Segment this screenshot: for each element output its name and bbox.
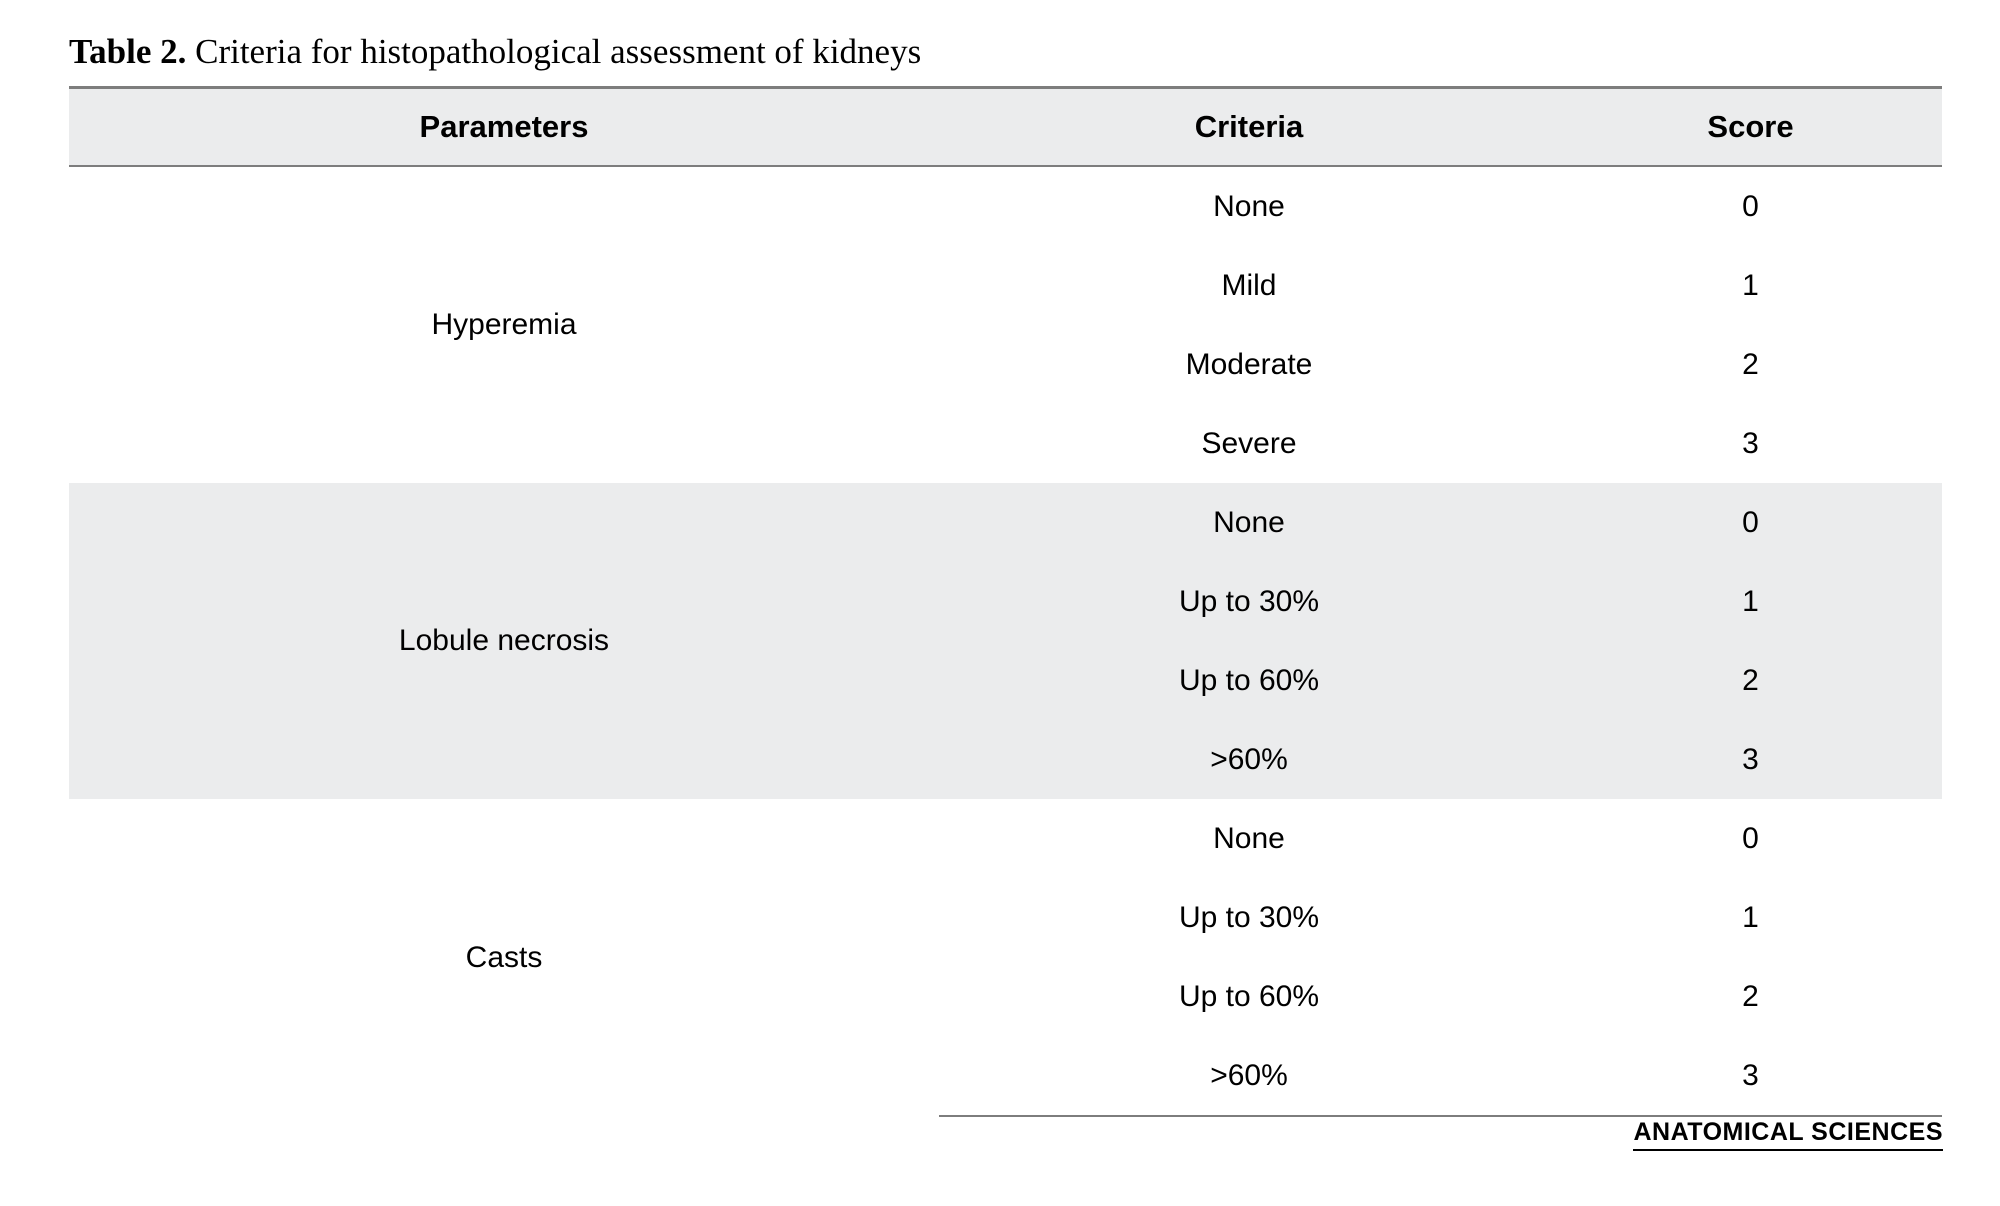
criteria-table <box>69 86 1942 1117</box>
criteria-cell: Up to 60% <box>1178 979 1320 1013</box>
table-header-row <box>69 88 1942 167</box>
parameter-cell: Hyperemia <box>431 308 577 341</box>
score-cell: 1 <box>1742 900 1759 934</box>
table-label: Table 2. <box>69 32 187 71</box>
score-cell: 3 <box>1742 426 1759 460</box>
criteria-cell: None <box>939 483 1559 562</box>
score-cell: 1 <box>1559 562 1942 641</box>
header-score: Score <box>1559 88 1942 167</box>
criteria-cell: Severe <box>1201 426 1297 460</box>
score-cell: 2 <box>1742 347 1759 381</box>
score-cell: 0 <box>1559 483 1942 562</box>
criteria-cell: Up to 60% <box>939 641 1559 720</box>
criteria-cell: None <box>1213 821 1285 855</box>
parameter-cell: Lobule necrosis <box>69 483 939 799</box>
table-row <box>69 166 1942 246</box>
score-cell: 2 <box>1742 979 1759 1013</box>
criteria-cell: >60% <box>939 720 1559 799</box>
criteria-cell: Moderate <box>1185 347 1313 381</box>
score-cell: 1 <box>1742 268 1759 302</box>
score-cell: 3 <box>1559 1036 1942 1116</box>
header-criteria: Criteria <box>939 88 1559 167</box>
score-cell: 0 <box>1742 189 1759 223</box>
table-caption <box>69 30 921 74</box>
criteria-cell: Up to 30% <box>939 562 1559 641</box>
table-title: Criteria for histopathological assessment of kidneys <box>186 32 922 71</box>
criteria-cell: None <box>1213 189 1285 223</box>
header-parameters: Parameters <box>69 88 939 167</box>
criteria-cell: Mild <box>1221 268 1277 302</box>
criteria-cell: Up to 30% <box>1178 900 1320 934</box>
table-row <box>69 483 1942 562</box>
score-cell: 2 <box>1559 641 1942 720</box>
score-cell: 3 <box>1559 720 1942 799</box>
table-row <box>69 799 1942 878</box>
score-cell: 0 <box>1742 821 1759 855</box>
journal-logo: ANATOMICAL SCIENCES <box>1633 1118 1943 1151</box>
parameter-cell: Casts <box>465 940 543 974</box>
criteria-cell: >60% <box>939 1036 1559 1116</box>
criteria-table-container <box>69 86 1942 1117</box>
